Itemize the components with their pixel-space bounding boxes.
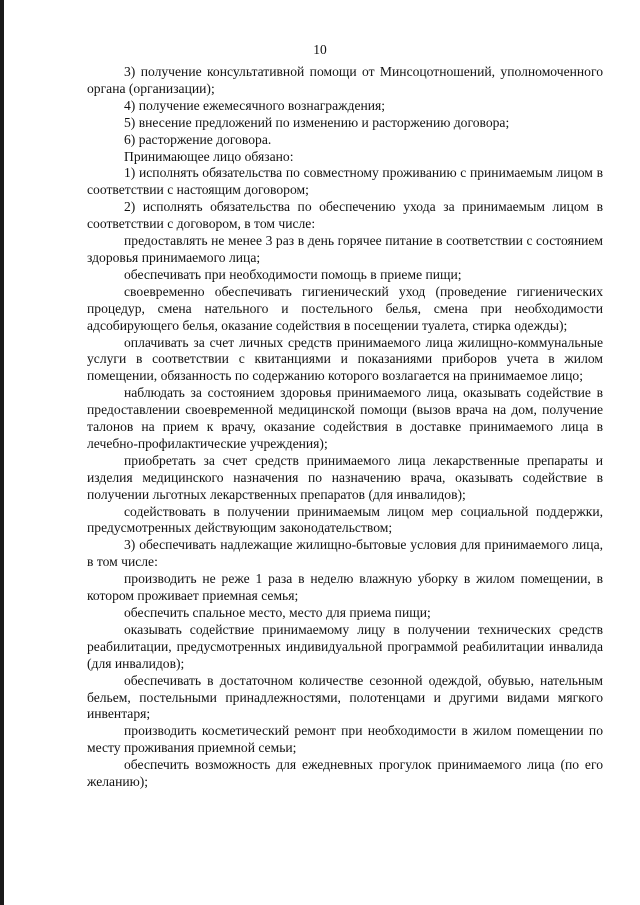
- paragraph-care-medicines: приобретать за счет средств принимаемого лица лекарственные препараты и изделия медицинского назначения по назначению врача, оказывать содействие в получении льготных лекарственных препаратов (для инвалидов);: [87, 452, 603, 502]
- paragraph-living-clothing: обеспечивать в достаточном количестве сезонной одеждой, обувью, нательным бельем, постельными принадлежностями, полотенцами и другими видами мягкого инвентаря;: [87, 672, 603, 722]
- paragraph-living-cleaning: производить не реже 1 раза в неделю влажную уборку в жилом помещении, в котором проживает приемная семья;: [87, 571, 603, 604]
- paragraph-right-consultation: 3) получение консультативной помощи от Минсоцотношений, уполномоченного органа (организации);: [87, 64, 603, 96]
- paragraph-living-rehab-aids: оказывать содействие принимаемому лицу в получении технических средств реабилитации, предусмотренных индивидуальной программой реабилитации инвалида (для инвалидов);: [87, 621, 603, 671]
- document-body: [87, 64, 603, 791]
- paragraph-living-repair: производить косметический ремонт при необходимости в жилом помещении по месту проживания приемной семьи;: [87, 723, 603, 756]
- paragraph-care-social-support: содействовать в получении принимаемым лицом мер социальной поддержки, предусмотренных действующим законодательством;: [87, 503, 603, 536]
- paragraph-care-hygiene: своевременно обеспечивать гигиенический уход (проведение гигиенических процедур, смена нательного и постельного белья, смена при необходимости адсобирующего белья, оказание содействия в посещении туалета, стирка одежды);: [87, 283, 603, 333]
- scan-edge: [0, 0, 4, 905]
- paragraph-right-remuneration: 4) получение ежемесячного вознаграждения;: [124, 97, 386, 113]
- paragraph-care-feeding-help: обеспечивать при необходимости помощь в приеме пищи;: [124, 266, 462, 282]
- paragraph-right-proposals: 5) внесение предложений по изменению и расторжению договора;: [124, 114, 510, 130]
- paragraph-duty-cohabitation: 1) исполнять обязательства по совместному проживанию с принимаемым лицом в соответствии с настоящим договором;: [87, 165, 603, 198]
- paragraph-living-walks: обеспечить возможность для ежедневных прогулок принимаемого лица (по его желанию);: [87, 757, 603, 790]
- paragraph-care-utilities: оплачивать за счет личных средств принимаемого лица жилищно-коммунальные услуги в соответствии с квитанциями и показаниями приборов учета в жилом помещении, обязанность по содержанию которого возлагается на принимаемое лицо;: [87, 334, 603, 384]
- paragraph-duties-heading: Принимающее лицо обязано:: [124, 148, 294, 164]
- paragraph-duty-living-conditions: 3) обеспечивать надлежащие жилищно-бытовые условия для принимаемого лица, в том числе:: [87, 537, 603, 570]
- page-number: 10: [313, 42, 327, 57]
- paragraph-care-health: наблюдать за состоянием здоровья принимаемого лица, оказывать содействие в предоставлении своевременной медицинской помощи (вызов врача на дом, получение талонов на прием к врачу, оказание содействия в доставке принимаемого лица в лечебно-профилактические учреждения);: [87, 385, 603, 451]
- paragraph-living-bed: обеспечить спальное место, место для приема пищи;: [124, 605, 431, 620]
- paragraph-care-meals: предоставлять не менее 3 раз в день горячее питание в соответствии с состоянием здоровья принимаемого лица;: [87, 233, 603, 265]
- paragraph-right-termination: 6) расторжение договора.: [124, 131, 272, 147]
- paragraph-duty-care: 2) исполнять обязательства по обеспечению ухода за принимаемым лицом в соответствии с договором, в том числе:: [87, 199, 603, 232]
